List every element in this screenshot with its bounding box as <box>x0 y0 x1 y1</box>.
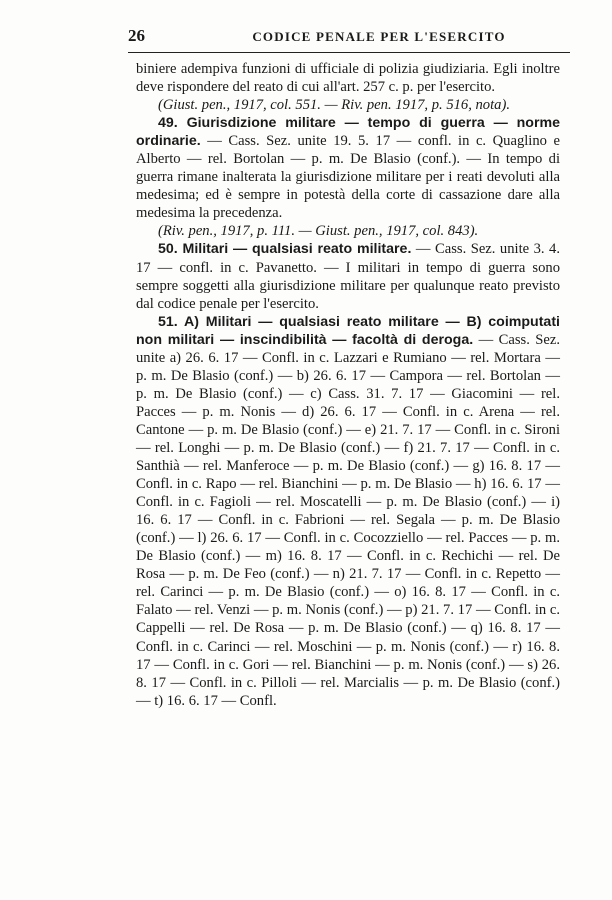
paragraph-text: biniere adempiva funzioni di ufficiale di polizia giudiziaria. Egli inoltre deve rispondere del reato di cui all'art. 257 c. p. per l'esercito. <box>136 61 560 96</box>
citation-text: (Giust. pen., 1917, col. 551. — Riv. pen. 1917, p. 516, nota). <box>158 97 510 114</box>
citation-paragraph <box>136 96 560 114</box>
paragraph-continuation <box>136 60 560 96</box>
entry-49 <box>136 114 560 222</box>
entry-50 <box>136 240 560 312</box>
page-number: 26 <box>128 26 145 45</box>
entry-heading: 49. Giurisdizione militare — tempo di guerra — norme ordinarie. <box>136 115 560 150</box>
citation-paragraph <box>136 222 560 240</box>
citation-text: (Riv. pen., 1917, p. 111. — Giust. pen., 1917, col. 843). <box>158 223 479 240</box>
page-body <box>136 60 560 710</box>
header-rule <box>128 52 570 53</box>
entry-body: — Cass. Sez. unite 19. 5. 17 — confl. in c. Quaglino e Alberto — rel. Bortolan — p. m. De Blasio (conf.). — In tempo di guerra rimane inalterata la giurisdizione militare per i reati devoluti alla medesima; ed è sempre in potestà della corte di cassazione dare alla medesima la precedenza. <box>136 133 560 222</box>
entry-body: — Cass. Sez. unite a) 26. 6. 17 — Confl. in c. Lazzari e Rumiano — rel. Mortara — p. m. De Blasio (conf.) — b) 26. 6. 17 — Campora — rel. Bortolan — p. m. De Blasio (conf.) — c) Cass. 31. 7. 17 — Giacomini — rel. Pacces — p. m. Nonis — d) 26. 6. 17 — Confl. in c. Arena — rel. Cantone — p. m. De Blasio (conf.) — e) 21. 7. 17 — Confl. in c. Sironi — rel. Longhi — p. m. De Blasio (conf.) — f) 21. 7. 17 — Confl. in c. Santhià — rel. Manferoce — p. m. De Blasio (conf.) — g) 16. 8. 17 — Confl. in c. Rapo — rel. Bianchini — p. m. De Blasio — h) 16. 6. 17 — Confl. in c. Fagioli — rel. Moscatelli — p. m. De Blasio (conf.) — i) 16. 6. 17 — Confl. in c. Fabrioni — rel. Segala — p. m. De Blasio (conf.) — l) 26. 6. 17 — Confl. in c. Cocozziello — rel. Pacces — p. m. De Blasio (conf.) — m) 16. 8. 17 — Confl. in c. Rechichi — rel. De Rosa — p. m. De Feo (conf.) — n) 21. 7. 17 — Confl. in c. Repetto — rel. Carinci — p. m. De Blasio (conf.) — o) 16. 8. 17 — Confl. in c. Falato — rel. Venzi — p. m. Nonis (conf.) — p) 21. 7. 17 — Confl. in c. Cappelli — rel. De Rosa — p. m. De Blasio (conf.) — q) 16. 8. 17 — Confl. in c. Carinci — rel. Moschini — p. m. Nonis (conf.) — r) 16. 8. 17 — Confl. in c. Gori — rel. Bianchini — p. m. Nonis (conf.) — s) 26. 8. 17 — Confl. in c. Pilloli — rel. Marcialis — p. m. De Blasio (conf.) — t) 16. 6. 17 — Confl. <box>136 331 560 709</box>
running-title: CODICE PENALE PER L'ESERCITO <box>252 29 506 44</box>
entry-body: — Cass. Sez. unite 3. 4. 17 — confl. in c. Pavanetto. — I militari in tempo di guerra sono sempre soggetti alla giurisdizione militare per qualunque reato previsto dal codice penale per l'esercito. <box>136 241 560 312</box>
entry-heading: 50. Militari — qualsiasi reato militare. <box>158 241 412 258</box>
page-header <box>128 26 570 48</box>
entry-51 <box>136 313 560 710</box>
entry-heading: 51. A) Militari — qualsiasi reato militare — B) coimputati non militari — inscindibilità — facoltà di deroga. <box>136 313 560 348</box>
